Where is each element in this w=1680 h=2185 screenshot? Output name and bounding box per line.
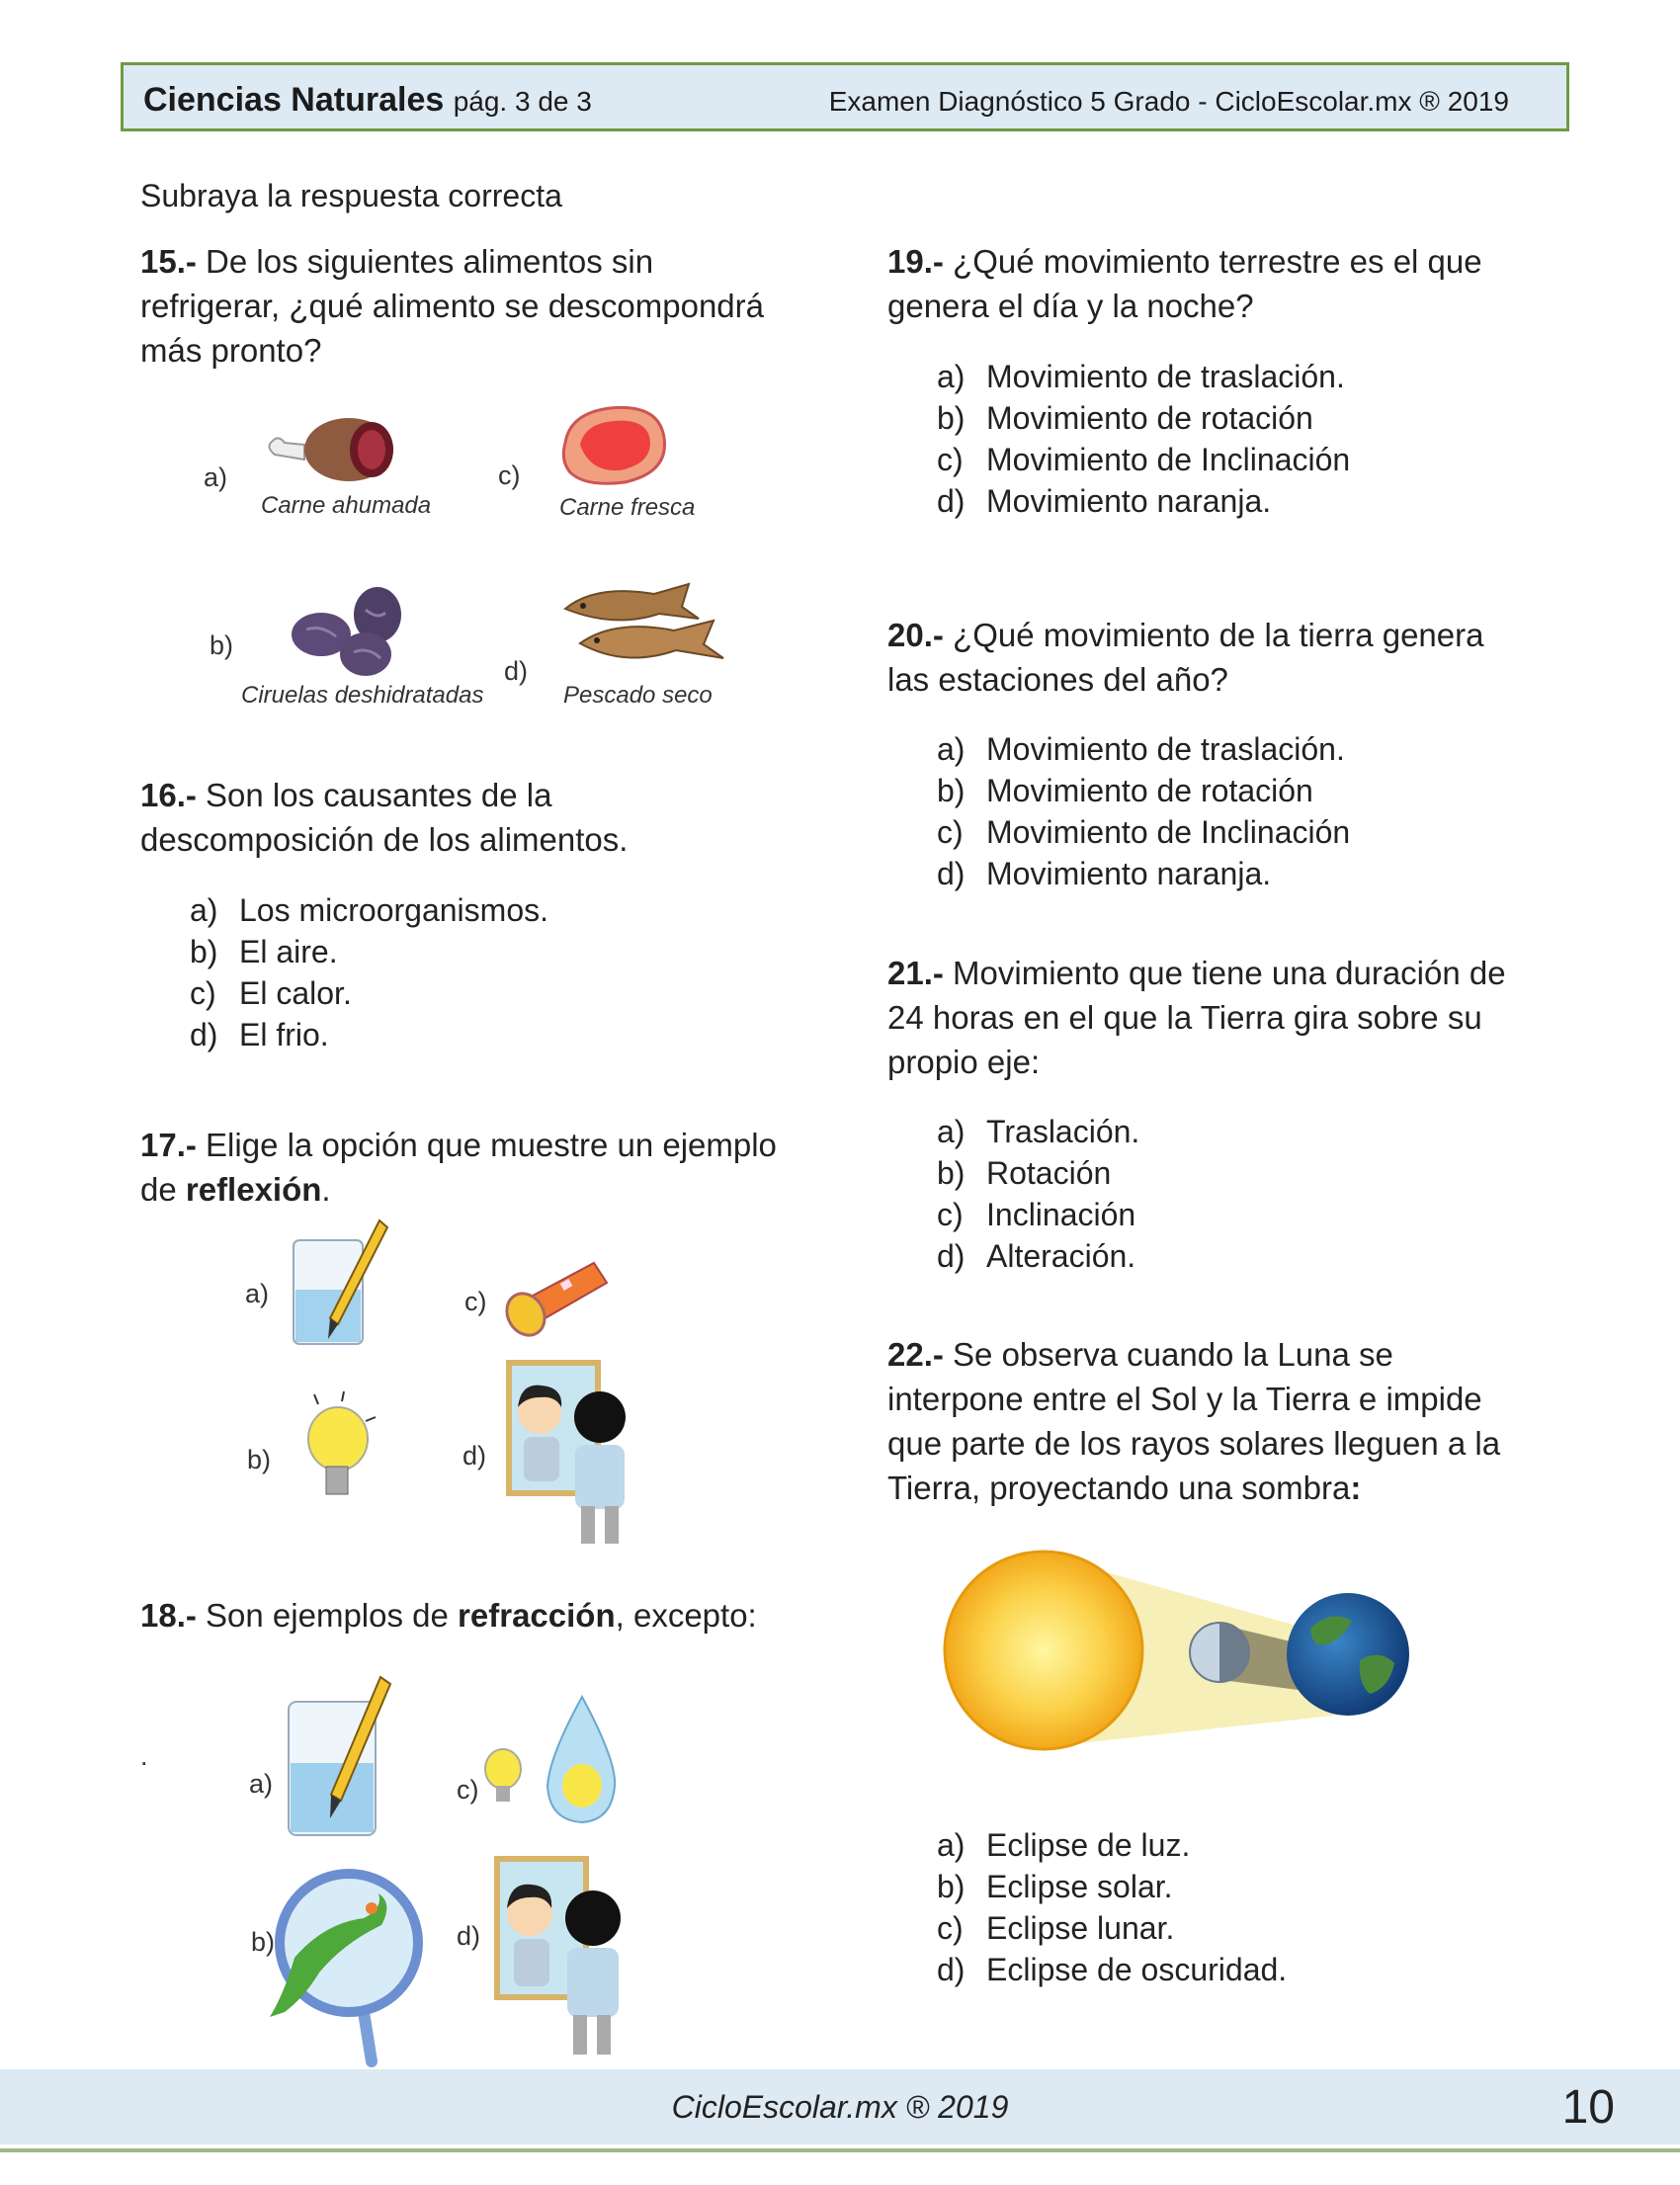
subject-title: Ciencias Naturales (143, 81, 445, 119)
question-20 (887, 613, 1520, 702)
question-number: 19.- (887, 243, 944, 280)
option-text: Rotación (986, 1155, 1112, 1191)
option-letter: a) (937, 1827, 966, 1863)
header-exam-title: Examen Diagnóstico 5 Grado - CicloEscolar.mx ® 2019 (828, 86, 1509, 117)
option-text: El aire. (239, 934, 338, 969)
option-text: Movimiento naranja. (986, 483, 1272, 519)
option-d[interactable] (190, 1014, 548, 1055)
q18-letter-a: a) (249, 1769, 274, 1799)
question-text: Elige la opción que muestre un ejemplo de (140, 1127, 777, 1208)
option-text: Alteración. (986, 1238, 1136, 1274)
caption-carne-fresca: Carne fresca (559, 494, 696, 521)
question-punct: . (321, 1171, 331, 1208)
q18-letter-b: b) (251, 1927, 276, 1957)
instruction: Subraya la respuesta correcta (140, 178, 562, 213)
option-a[interactable] (937, 1111, 1139, 1152)
option-a[interactable] (937, 1824, 1287, 1866)
option-c[interactable] (190, 972, 548, 1014)
option-b[interactable] (937, 1152, 1139, 1194)
flashlight-image (500, 1253, 609, 1337)
question-text: Se observa cuando la Luna se interpone entre el Sol y la Tierra e impide que parte de los rayos solares lleguen a la Tierra, proyectando una sombra (887, 1336, 1501, 1506)
option-letter: c) (937, 442, 964, 477)
option-text: Los microorganismos. (239, 892, 548, 928)
q17-letter-d: d) (462, 1441, 487, 1471)
option-text: Movimiento de rotación (986, 400, 1313, 436)
question-text: Movimiento que tiene una duración de 24 horas en el que la Tierra gira sobre su propio eje: (887, 955, 1506, 1080)
option-text: El frio. (239, 1017, 329, 1052)
bulb-waterdrop-image (478, 1692, 627, 1830)
question-text: ¿Qué movimiento de la tierra genera las estaciones del año? (887, 617, 1484, 698)
mirror-boy-image (494, 1854, 632, 2061)
option-text: Movimiento de traslación. (986, 359, 1345, 394)
option-letter: c) (937, 1197, 964, 1232)
question-number: 18.- (140, 1597, 197, 1634)
option-b[interactable] (937, 770, 1350, 811)
glass-pencil-image (287, 1672, 395, 1840)
option-letter: a) (937, 731, 966, 767)
q15-letter-c: c) (498, 461, 521, 490)
question-number: 15.- (140, 243, 197, 280)
q21-options (937, 1111, 1139, 1277)
option-a[interactable] (937, 728, 1350, 770)
option-text: Movimiento naranja. (986, 856, 1272, 891)
question-punct: , excepto: (615, 1597, 757, 1634)
question-16 (140, 773, 733, 862)
light-bulb-image (296, 1389, 385, 1508)
option-c[interactable] (937, 1907, 1287, 1949)
question-17 (140, 1123, 812, 1212)
header-subject (143, 81, 592, 120)
q20-options (937, 728, 1350, 894)
question-number: 16.- (140, 777, 197, 813)
footer-text: CicloEscolar.mx ® 2019 (671, 2089, 1009, 2125)
option-letter: a) (190, 892, 218, 928)
option-text: Traslación. (986, 1114, 1140, 1149)
glass-pencil-image (289, 1216, 387, 1349)
question-number: 17.- (140, 1127, 197, 1163)
option-text: Eclipse de oscuridad. (986, 1952, 1288, 1987)
q17-letter-a: a) (245, 1279, 270, 1308)
q15-letter-b: b) (210, 630, 234, 660)
question-18 (140, 1593, 832, 1638)
option-d[interactable] (937, 853, 1350, 894)
option-text: Inclinación (986, 1197, 1136, 1232)
q15-letter-d: d) (504, 656, 529, 686)
question-22 (887, 1332, 1520, 1510)
caption-carne-ahumada: Carne ahumada (261, 492, 432, 519)
q18-letter-c: c) (457, 1775, 479, 1805)
page-header (121, 62, 1569, 131)
stray-dot: . (140, 1741, 148, 1771)
fresh-meat-image (555, 403, 674, 492)
q17-letter-c: c) (464, 1287, 487, 1316)
option-b[interactable] (937, 397, 1350, 439)
question-15 (140, 239, 783, 373)
option-text: Eclipse lunar. (986, 1910, 1175, 1946)
smoked-ham-image (265, 405, 403, 489)
option-letter: b) (937, 1155, 966, 1191)
q15-letter-a: a) (204, 462, 228, 492)
option-c[interactable] (937, 439, 1350, 480)
option-c[interactable] (937, 811, 1350, 853)
option-d[interactable] (937, 1949, 1287, 1990)
question-text: ¿Qué movimiento terrestre es el que genera el día y la noche? (887, 243, 1482, 324)
option-d[interactable] (937, 480, 1350, 522)
option-letter: b) (937, 400, 966, 436)
prunes-image (287, 585, 415, 679)
option-letter: c) (190, 975, 216, 1011)
question-number: 22.- (887, 1336, 944, 1373)
question-text: Son los causantes de la descomposición de los alimentos. (140, 777, 629, 858)
option-text: El calor. (239, 975, 352, 1011)
page-info: pág. 3 de 3 (453, 86, 592, 117)
mirror-boy-image (506, 1358, 639, 1551)
option-letter: b) (190, 934, 218, 969)
page-number: 10 (1561, 2081, 1615, 2134)
option-letter: b) (937, 773, 966, 808)
solar-eclipse-diagram (945, 1550, 1419, 1757)
option-letter: c) (937, 1910, 964, 1946)
option-letter: a) (937, 1114, 966, 1149)
option-letter: b) (937, 1869, 966, 1904)
option-a[interactable] (937, 356, 1350, 397)
option-letter: a) (937, 359, 966, 394)
option-d[interactable] (937, 1235, 1139, 1277)
option-letter: d) (937, 483, 966, 519)
magnifier-lizard-image (265, 1864, 433, 2066)
option-text: Movimiento de Inclinación (986, 442, 1351, 477)
option-letter: c) (937, 814, 964, 850)
question-21 (887, 951, 1530, 1084)
option-text: Movimiento de Inclinación (986, 814, 1351, 850)
question-punct: : (1350, 1470, 1362, 1506)
option-b[interactable] (937, 1866, 1287, 1907)
option-text: Movimiento de traslación. (986, 731, 1345, 767)
question-number: 21.- (887, 955, 944, 991)
question-19 (887, 239, 1520, 328)
option-text: Eclipse solar. (986, 1869, 1173, 1904)
option-letter: d) (937, 856, 966, 891)
q17-letter-b: b) (247, 1445, 272, 1474)
option-a[interactable] (190, 889, 548, 931)
option-text: Movimiento de rotación (986, 773, 1313, 808)
footer-divider (0, 2148, 1680, 2152)
q18-letter-d: d) (457, 1921, 481, 1951)
q16-options (190, 889, 548, 1055)
dried-fish-image (555, 579, 728, 678)
option-b[interactable] (190, 931, 548, 972)
q22-options (937, 1824, 1287, 1990)
question-keyword: refracción (458, 1597, 616, 1634)
q19-options (937, 356, 1350, 522)
option-letter: d) (937, 1238, 966, 1274)
question-number: 20.- (887, 617, 944, 653)
caption-ciruelas: Ciruelas deshidratadas (241, 682, 484, 709)
caption-pescado-seco: Pescado seco (563, 682, 713, 709)
option-c[interactable] (937, 1194, 1139, 1235)
option-letter: d) (937, 1952, 966, 1987)
option-letter: d) (190, 1017, 218, 1052)
question-keyword: reflexión (185, 1171, 322, 1208)
question-text: Son ejemplos de (206, 1597, 459, 1634)
question-text: De los siguientes alimentos sin refrigerar, ¿qué alimento se descompondrá más pronto? (140, 243, 764, 369)
option-text: Eclipse de luz. (986, 1827, 1191, 1863)
